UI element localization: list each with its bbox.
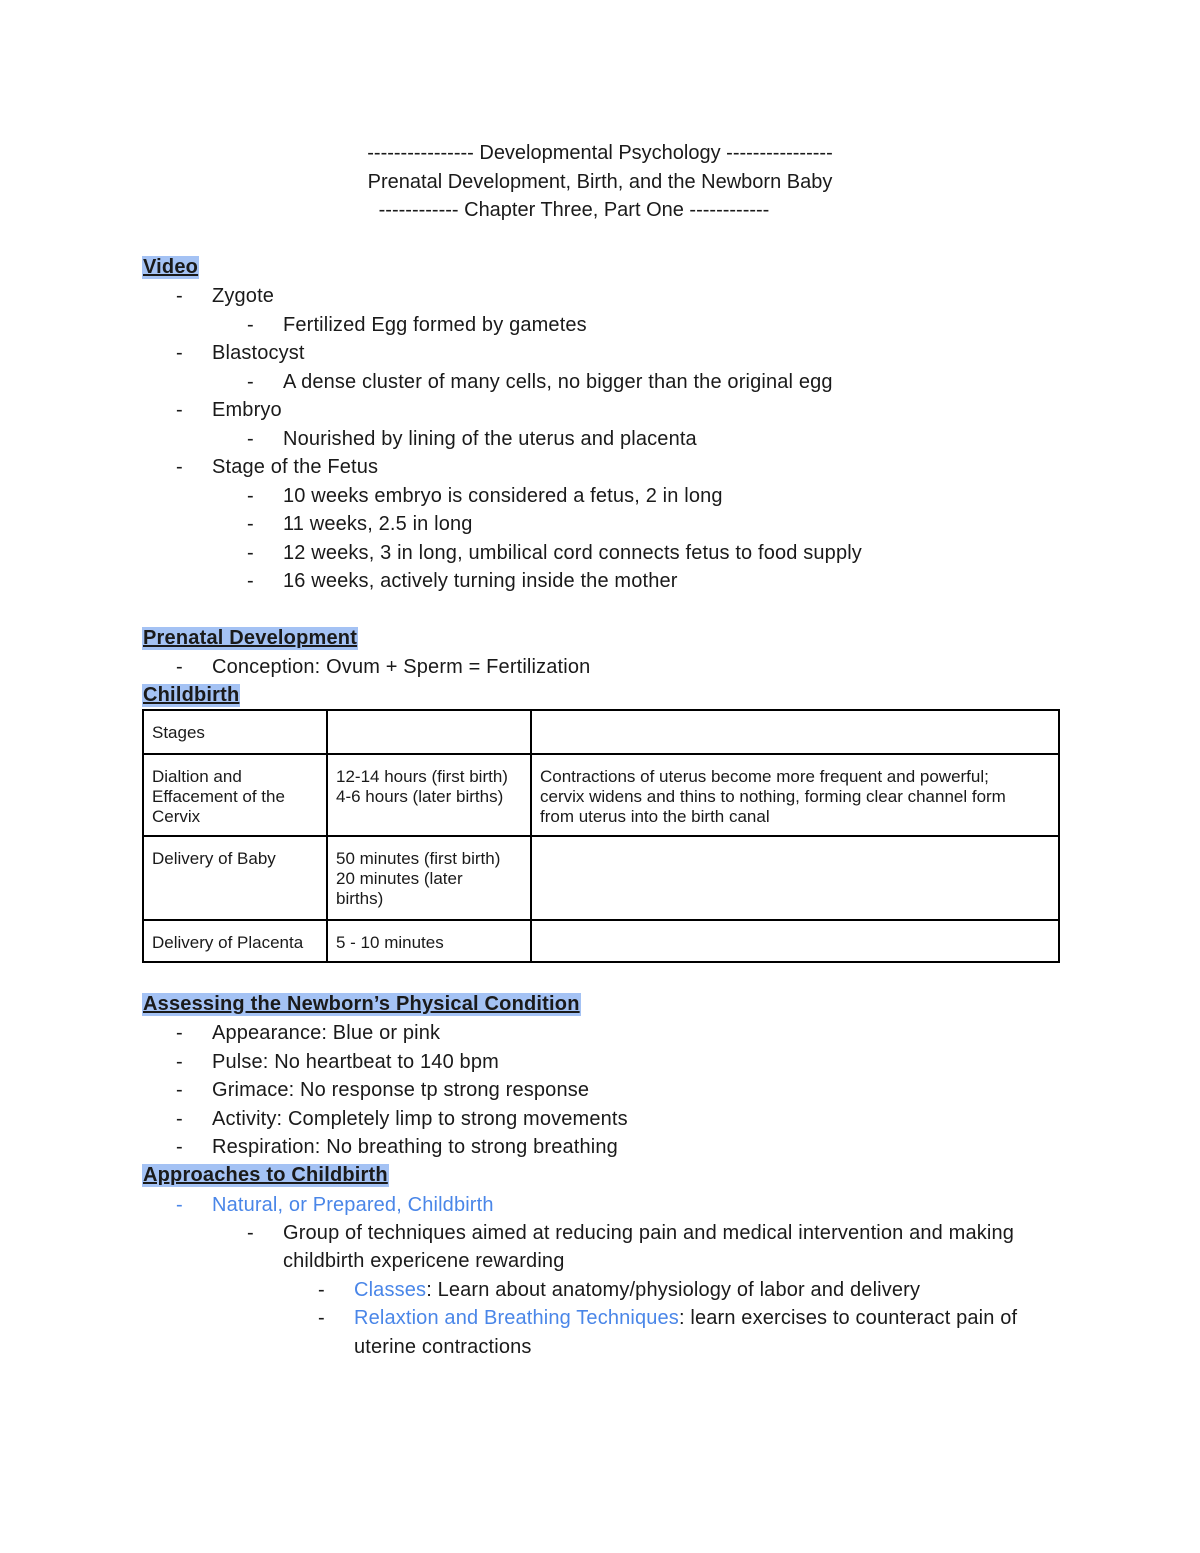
- table-cell: 12-14 hours (first birth) 4-6 hours (later births): [327, 754, 531, 836]
- table-row: [143, 710, 1059, 754]
- table-cell: Contractions of uterus become more frequent and powerful; cervix widens and thins to nothing, forming clear channel form from uterus into the birth canal: [531, 754, 1059, 836]
- childbirth-stages-table: [142, 709, 1060, 963]
- prenatal-heading: Prenatal Development: [143, 627, 358, 649]
- table-cell: Delivery of Placenta: [143, 920, 327, 962]
- table-cell: 50 minutes (first birth) 20 minutes (later births): [327, 836, 531, 920]
- video-heading: Video: [143, 256, 199, 278]
- assessing-heading: Assessing the Newborn’s Physical Condition: [143, 993, 580, 1015]
- table-cell: [531, 920, 1059, 962]
- doc-subtitle: Prenatal Development, Birth, and the Newborn Baby: [367, 171, 833, 193]
- table-cell: [531, 710, 1059, 754]
- table-row: [143, 754, 1059, 836]
- approaches-heading: Approaches to Childbirth: [143, 1164, 388, 1186]
- table-row: [143, 836, 1059, 920]
- table-cell: Dialtion and Effacement of the Cervix: [143, 754, 327, 836]
- table-cell: Delivery of Baby: [143, 836, 327, 920]
- table-cell: [531, 836, 1059, 920]
- table-cell: 5 - 10 minutes: [327, 920, 531, 962]
- table-row: [143, 920, 1059, 962]
- doc-chapter-line: ------------ Chapter Three, Part One ------------: [378, 199, 770, 221]
- table-cell: Stages: [143, 710, 327, 754]
- document-page: ---------------- Developmental Psychology ---------------- Prenatal Development, Birth, and the Newborn Baby ------------ Chapter Three, Part One ------------ Video - Zygote - Fertilized Egg formed by gametes - Blastocyst - A dense cluster of many cells, no bigger than the original egg - Embryo - Nourished by lining of the uterus and placenta - Stage of the Fetus - 10 weeks embryo is considered a fetus, 2 in long - 11 weeks, 2.5 in long - 12 weeks, 3 in long, umbilical cord connects fetus to food supply - 16 weeks, actively turning inside the mother Prenatal Development - Conception: Ovum + Sperm = Fertilization Childbirth Stages Dialtion and Effacement of the Cervix 12-14 hours (first birth) 4-6 hours (later births) Contractions of uterus become more frequent and powerful; cervix widens and thins to nothing, forming clear channel form from uterus into the birth canal Delivery of Baby 50 minutes (first birth) 20 minutes (later births) Delivery of Placenta 5 - 10 minutes Assessing the Newborn’s Physical Condition - Appearance: Blue or pink - Pulse: No heartbeat to 140 bpm - Grimace: No response tp strong response - Activity: Completely limp to strong movements - Respiration: No breathing to strong breathing Approaches to Childbirth - Natural, or Prepared, Childbirth - Group of techniques aimed at reducing pain and medical intervention and making childbirth expericene rewarding - Classes: Learn about anatomy/physiology of labor and delivery - Relaxtion and Breathing Techniques: learn exercises to counteract pain of uterine contractions: [0, 0, 1200, 1553]
- classes-term: Classes: [354, 1279, 427, 1301]
- table-cell: [327, 710, 531, 754]
- childbirth-heading: Childbirth: [143, 684, 240, 706]
- doc-title-line: ---------------- Developmental Psychology ----------------: [367, 142, 833, 164]
- relaxation-term: Relaxtion and Breathing Techniques: [354, 1307, 679, 1329]
